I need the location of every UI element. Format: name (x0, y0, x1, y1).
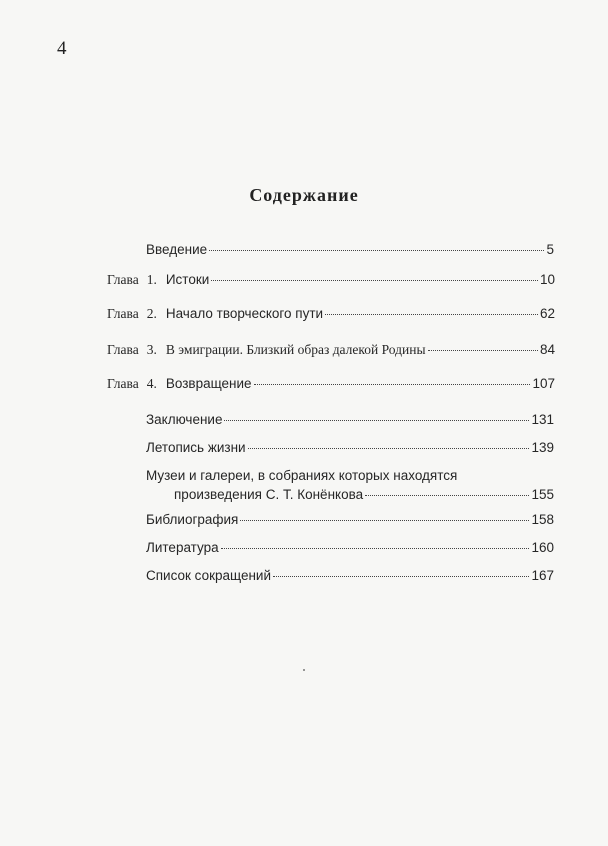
dot-leader (209, 250, 544, 251)
page-number: 4 (57, 38, 67, 59)
toc-entry-title-line2: произведения С. Т. Конёнкова (174, 487, 364, 502)
toc-entry-title: Начало творческого пути (165, 306, 324, 321)
toc-entry-intro[interactable] (146, 240, 554, 259)
toc-entry-page: 167 (531, 568, 554, 583)
toc-entry-title: Библиография (146, 512, 239, 527)
chapter-number: 3. (146, 342, 157, 357)
toc-entry-title: В эмиграции. Близкий образ далекой Родины (165, 342, 426, 357)
chapter-number: 4. (146, 376, 157, 391)
chapter-word: Глава (107, 376, 139, 391)
dot-leader (273, 576, 529, 577)
chapter-number: 1. (146, 272, 157, 287)
toc-entry-page: 155 (531, 487, 554, 502)
dot-leader (240, 520, 529, 521)
toc-entry-abbreviations[interactable] (146, 566, 554, 585)
toc-entry-title: Возвращение (165, 376, 252, 391)
dot-leader (428, 350, 538, 351)
toc-entry-page: 131 (531, 412, 554, 427)
dot-leader (224, 420, 529, 421)
dot-leader (248, 448, 530, 449)
toc-entry-title: Введение (146, 242, 208, 257)
toc-entry-page: 139 (531, 440, 554, 455)
toc-entry-page: 107 (532, 376, 555, 391)
toc-entry-title-line1: Музеи и галереи, в собраниях которых находятся (146, 468, 458, 483)
chapter-word: Глава (107, 272, 139, 287)
dot-leader (325, 314, 538, 315)
toc-entry-title: Список сокращений (146, 568, 272, 583)
toc-entry-title: Летопись жизни (146, 440, 246, 455)
chapter-word: Глава (107, 306, 139, 321)
toc-entry-title: Литература (146, 540, 219, 555)
dot-leader (221, 548, 530, 549)
toc-entry-page: 84 (539, 342, 555, 357)
toc-entry-museums[interactable] (146, 466, 554, 504)
toc-entry-title: Заключение (146, 412, 223, 427)
toc-entry-chapter-1[interactable] (107, 270, 555, 289)
toc-entry-chapter-4[interactable] (107, 374, 555, 393)
toc-title: Содержание (249, 185, 359, 205)
dot-leader (254, 384, 531, 385)
toc-entry-conclusion[interactable] (146, 410, 554, 429)
toc-entry-page: 10 (539, 272, 555, 287)
toc-entry-bibliography[interactable] (146, 510, 554, 529)
toc-entry-literature[interactable] (146, 538, 554, 557)
toc-entry-page: 62 (539, 306, 555, 321)
dot-leader (365, 495, 529, 496)
toc-entry-title: Истоки (165, 272, 210, 287)
toc-entry-chapter-3[interactable] (107, 340, 555, 359)
toc-entry-chapter-2[interactable] (107, 304, 555, 323)
print-speck (303, 669, 305, 671)
dot-leader (211, 280, 538, 281)
toc-entry-page: 158 (531, 512, 554, 527)
chapter-number: 2. (146, 306, 157, 321)
toc-entry-chronicle[interactable] (146, 438, 554, 457)
toc-entry-page: 160 (531, 540, 554, 555)
toc-entry-page: 5 (546, 242, 554, 257)
chapter-word: Глава (107, 342, 139, 357)
